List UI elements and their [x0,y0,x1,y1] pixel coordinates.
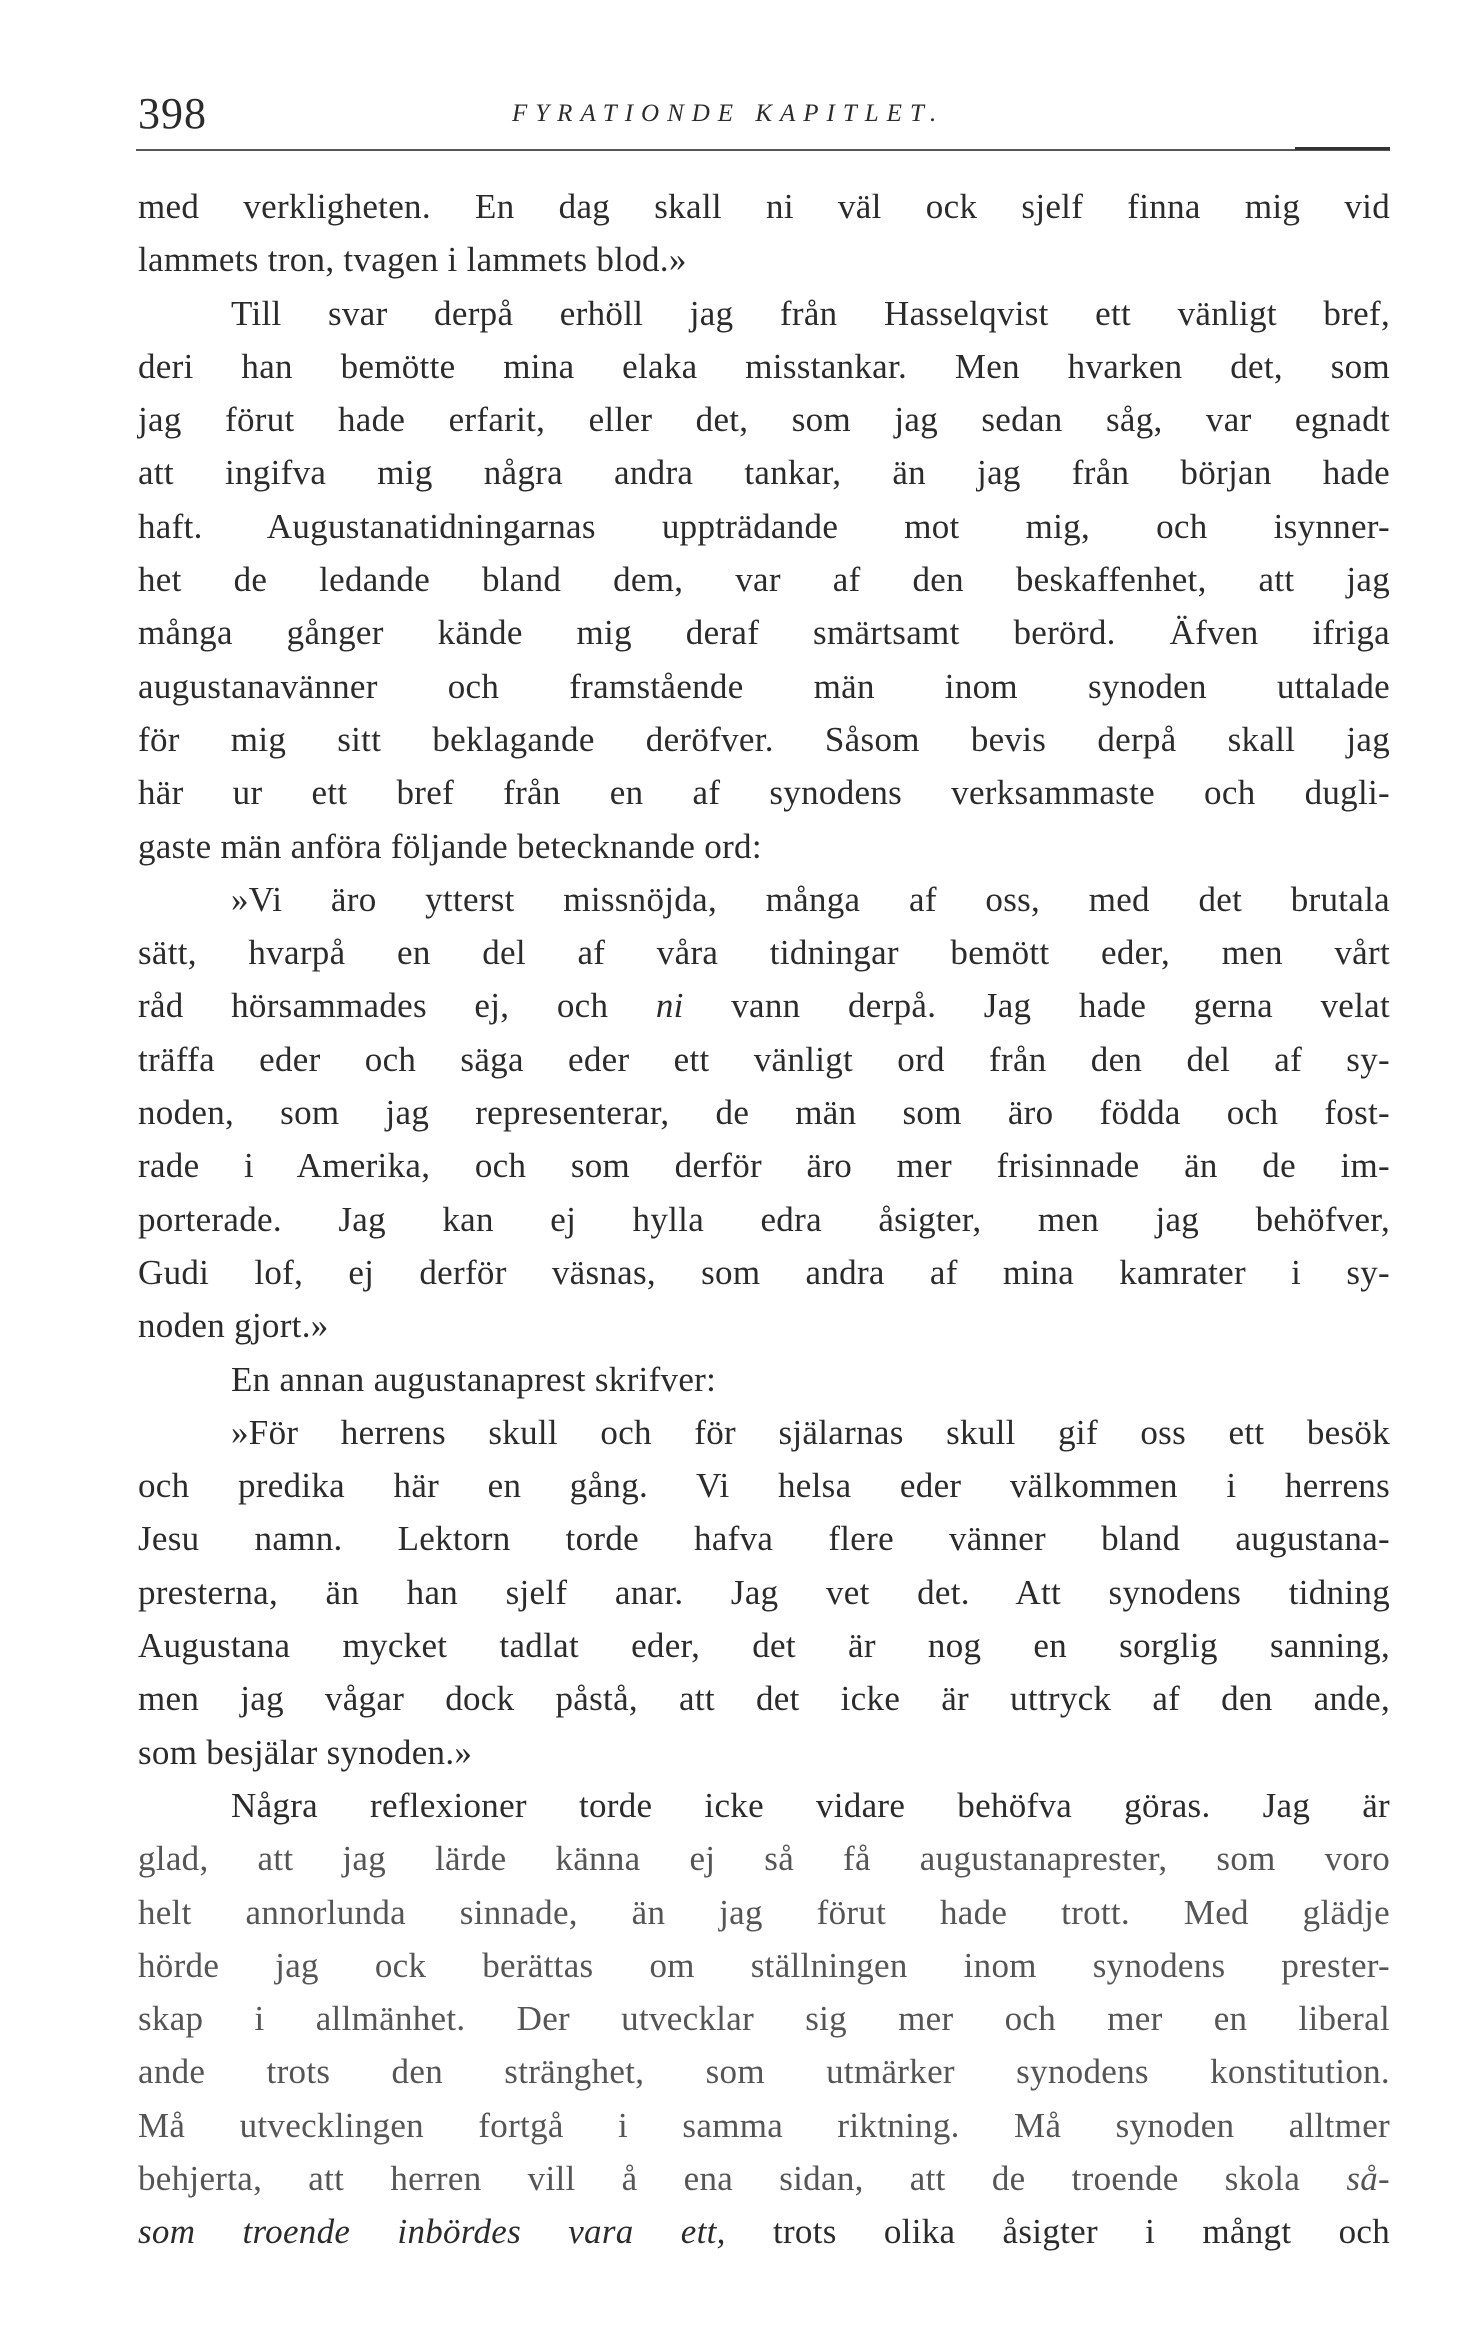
paragraph-start: En annan augustanaprest skrifver: [231,1359,717,1399]
text-line: att ingifva mig några andra tankar, än jag från början hade [138,453,1390,493]
text-segment: trots olika åsigter i mångt och [725,2212,1391,2252]
text-line: het de ledande bland dem, var af den beskaffenhet, att jag [138,560,1390,600]
italic-text: som troende inbördes vara ett, [138,2212,726,2252]
text-line: augustanavänner och framstående män inom synoden uttalade [138,666,1390,706]
text-line: skap i allmänhet. Der utvecklar sig mer och mer en liberal [138,1999,1390,2039]
text-line: Augustana mycket tadlat eder, det är nog en sorglig sanning, [138,1626,1390,1666]
quote-start: »Vi äro ytterst missnöjda, många af oss, med det brutala [231,879,1390,919]
body-text [138,180,1390,2259]
page-number: 398 [138,89,207,138]
text-line: många gånger kände mig deraf smärtsamt berörd. Äfven ifriga [138,613,1390,653]
text-segment: vann derpå. Jag hade gerna velat [683,986,1390,1026]
text-line: presterna, än han sjelf anar. Jag vet det. Att synodens tidning [138,1572,1390,1612]
paragraph-start: Några reflexioner torde icke vidare behöfva göras. Jag är [231,1785,1390,1825]
text-line: ande trots den stränghet, som utmärker synodens konstitution. [138,2052,1390,2092]
paragraph-start: Till svar derpå erhöll jag från Hasselqvist ett vänligt bref, [231,293,1390,333]
text-line: sätt, hvarpå en del af våra tidningar bemött eder, men vårt [138,933,1390,973]
text-line [138,979,1390,1032]
text-segment: behjerta, att herren vill å ena sidan, att de troende skola [138,2158,1347,2198]
text-line: med verkligheten. En dag skall ni väl ock sjelf finna mig vid [138,187,1390,226]
text-line: Gudi lof, ej derför väsnas, som andra af mina kamrater i sy- [138,1252,1390,1292]
text-line [138,2152,1390,2205]
italic-text: ni [655,986,684,1026]
text-line: Jesu namn. Lektorn torde hafva flere vänner bland augustana- [138,1519,1390,1559]
text-line [138,2205,1390,2258]
text-line: för mig sitt beklagande deröfver. Såsom bevis derpå skall jag [138,719,1390,759]
text-line: rade i Amerika, och som derför äro mer frisinnade än de im- [138,1146,1390,1186]
text-line: hörde jag ock berättas om ställningen inom synodens prester- [138,1945,1390,1985]
text-line: haft. Augustanatidningarnas uppträdande mot mig, och isynner- [138,506,1390,546]
header-rule [136,149,1390,151]
text-line: Må utvecklingen fortgå i samma riktning. Må synoden alltmer [138,2105,1390,2145]
text-line: som besjälar synoden.» [138,1732,473,1772]
text-line: träffa eder och säga eder ett vänligt ord från den del af sy- [138,1039,1390,1079]
text-line: glad, att jag lärde känna ej så få augustanaprester, som voro [138,1839,1390,1879]
text-line: noden gjort.» [138,1306,329,1346]
text-line: gaste män anföra följande betecknande ord: [138,826,762,866]
italic-text: så- [1346,2158,1390,2198]
page-header [0,88,1462,148]
running-head: FYRATIONDE KAPITLET. [512,100,945,127]
text-line: lammets tron, tvagen i lammets blod.» [138,240,687,280]
text-line: här ur ett bref från en af synodens verksammaste och dugli- [138,773,1390,813]
text-line: men jag vågar dock påstå, att det icke är uttryck af den ande, [138,1679,1390,1719]
text-line: jag förut hade erfarit, eller det, som jag sedan såg, var egnadt [138,400,1390,440]
text-segment: råd hörsammades ej, och [138,986,656,1026]
text-line: helt annorlunda sinnade, än jag förut hade trott. Med glädje [138,1892,1390,1932]
header-rule-end [1295,147,1390,150]
text-line: och predika här en gång. Vi helsa eder välkommen i herrens [138,1466,1390,1506]
text-line: deri han bemötte mina elaka misstankar. Men hvarken det, som [138,346,1390,386]
text-line: porterade. Jag kan ej hylla edra åsigter, men jag behöfver, [138,1199,1390,1239]
text-line: noden, som jag representerar, de män som äro födda och fost- [138,1093,1390,1133]
quote-start: »För herrens skull och för själarnas skull gif oss ett besök [231,1412,1390,1452]
